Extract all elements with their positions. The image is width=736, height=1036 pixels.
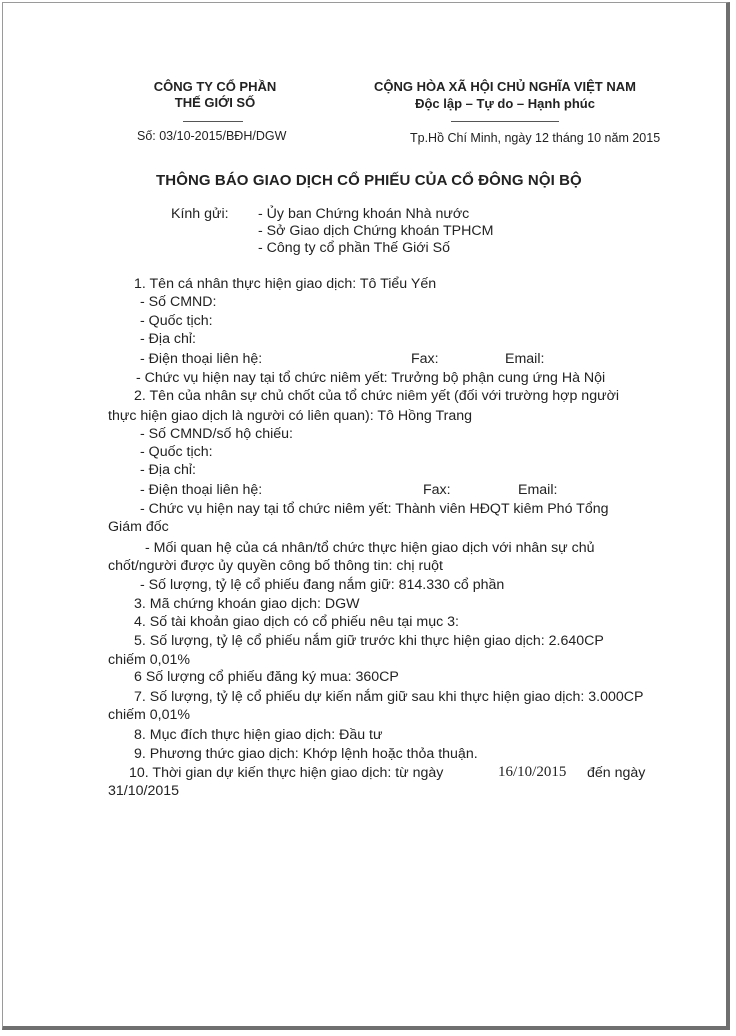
- body-line: chiếm 0,01%: [108, 707, 191, 723]
- body-line: - Số lượng, tỷ lệ cổ phiếu đang nắm giữ: 814.330 cổ phần: [140, 577, 505, 593]
- company-name-line2: THẾ GIỚI SỐ: [174, 95, 256, 110]
- body-line: - Điện thoại liên hệ:: [140, 351, 263, 367]
- document-title: THÔNG BÁO GIAO DỊCH CỔ PHIẾU CỦA CỔ ĐÔNG NỘI BỘ: [156, 172, 582, 189]
- motto-underline: [451, 121, 559, 122]
- body-line: 9. Phương thức giao dịch: Khớp lệnh hoặc thỏa thuận.: [134, 746, 478, 762]
- body-line: - Địa chỉ:: [140, 462, 196, 478]
- body-line: 4. Số tài khoản giao dịch có cổ phiếu nêu tại mục 3:: [134, 614, 459, 630]
- body-line: - Chức vụ hiện nay tại tổ chức niêm yết: Thành viên HĐQT kiêm Phó Tổng: [140, 501, 609, 517]
- company-name-line1: CÔNG TY CỔ PHẦN: [153, 79, 277, 94]
- email-label: Email:: [505, 351, 545, 367]
- body-line: 10. Thời gian dự kiến thực hiện giao dịch: từ ngày: [129, 765, 444, 781]
- doc-number: Số: 03/10-2015/BĐH/DGW: [137, 129, 287, 143]
- body-line: 7. Số lượng, tỷ lệ cổ phiếu dự kiến nắm giữ sau khi thực hiện giao dịch: 3.000CP: [134, 689, 644, 705]
- body-line: - Chức vụ hiện nay tại tổ chức niêm yết: Trưởng bộ phận cung ứng Hà Nội: [136, 370, 606, 386]
- body-line: - Quốc tịch:: [140, 444, 213, 460]
- start-date: 16/10/2015: [498, 764, 567, 780]
- body-line: 3. Mã chứng khoán giao dịch: DGW: [134, 596, 360, 612]
- body-line: 2. Tên của nhân sự chủ chốt của tổ chức niêm yết (đối với trường hợp người: [134, 388, 620, 404]
- fax-label: Fax:: [411, 351, 439, 367]
- body-line: thực hiện giao dịch là người có liên quan): Tô Hồng Trang: [108, 408, 473, 424]
- recipient-item: - Sở Giao dịch Chứng khoán TPHCM: [258, 223, 494, 239]
- body-line: - Số CMND/số hộ chiếu:: [140, 426, 293, 442]
- body-line: 31/10/2015: [108, 783, 180, 799]
- body-line: chốt/người được ủy quyền công bố thông tin: chị ruột: [108, 558, 443, 574]
- nation-motto: Độc lập – Tự do – Hạnh phúc: [415, 96, 595, 111]
- body-line: - Quốc tịch:: [140, 313, 213, 329]
- body-line: - Địa chỉ:: [140, 331, 196, 347]
- recipient-item: - Công ty cổ phần Thế Giới Số: [258, 240, 451, 256]
- body-line: 8. Mục đích thực hiện giao dịch: Đầu tư: [134, 727, 383, 743]
- nation-title: CỘNG HÒA XÃ HỘI CHỦ NGHĨA VIỆT NAM: [374, 79, 636, 94]
- recipients-label: Kính gửi:: [171, 206, 229, 222]
- body-line: - Điện thoại liên hệ:: [140, 482, 263, 498]
- email-label: Email:: [518, 482, 558, 498]
- place-date: Tp.Hồ Chí Minh, ngày 12 tháng 10 năm 2015: [410, 131, 661, 145]
- fax-label: Fax:: [423, 482, 451, 498]
- body-line: đến ngày: [587, 765, 646, 781]
- body-line: - Mối quan hệ của cá nhân/tổ chức thực hiện giao dịch với nhân sự chủ: [145, 540, 595, 556]
- body-line: 5. Số lượng, tỷ lệ cổ phiếu nắm giữ trước khi thực hiện giao dịch: 2.640CP: [134, 633, 604, 649]
- body-line: chiếm 0,01%: [108, 652, 191, 668]
- body-line: Giám đốc: [108, 519, 169, 535]
- company-underline: [183, 121, 243, 122]
- body-line: - Số CMND:: [140, 294, 217, 310]
- body-line: 1. Tên cá nhân thực hiện giao dịch: Tô Tiểu Yến: [134, 276, 437, 292]
- body-line: 6 Số lượng cổ phiếu đăng ký mua: 360CP: [134, 669, 399, 685]
- recipient-item: - Ủy ban Chứng khoán Nhà nước: [258, 206, 470, 222]
